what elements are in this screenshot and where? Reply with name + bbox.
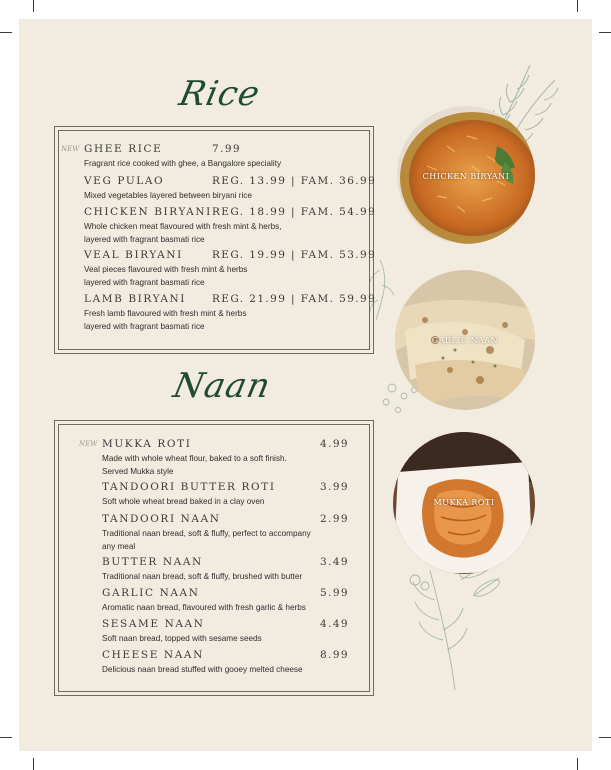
menu-item-description: Soft naan bread, topped with sesame seeds [102,634,262,643]
menu-item-description: Traditional naan bread, soft & fluffy, perfect to accompany [102,529,311,538]
menu-item-price: 5.99 [320,587,349,599]
mukka-roti-photo [393,432,535,574]
menu-item-price: REG. 13.99 | FAM. 36.99 [212,175,377,187]
menu-item-name: SESAME NAAN [102,618,205,630]
menu-item-description: Mixed vegetables layered between biryani rice [84,191,252,200]
menu-item-description: Soft whole wheat bread baked in a clay oven [102,497,265,506]
menu-item-description: Traditional naan bread, soft & fluffy, brushed with butter [102,572,303,581]
menu-item-description: layered with fragrant basmati rice [84,278,205,287]
crop-mark [599,737,611,738]
menu-item-description: layered with fragrant basmati rice [84,322,205,331]
menu-item-name: CHICKEN BIRYANI [84,206,212,218]
menu-item-description: Delicious naan bread stuffed with gooey melted cheese [102,665,303,674]
photo-label: CHICKEN BIRYANI [422,172,510,181]
rice-section-title: Rice [175,74,264,114]
crop-mark [599,32,611,33]
menu-item-price: REG. 19.99 | FAM. 53.99 [212,249,377,261]
menu-item-name: VEAL BIRYANI [84,249,183,261]
chicken-biryani-photo [397,106,535,244]
menu-item-price: 8.99 [320,649,349,661]
menu-item-name: CHEESE NAAN [102,649,204,661]
menu-item-name: LAMB BIRYANI [84,293,187,305]
menu-item-description: any meal [102,542,136,551]
photo-label: GARLIC NAAN [431,336,499,345]
crop-mark [0,32,12,33]
new-badge: NEW [61,145,80,153]
menu-item-name: GARLIC NAAN [102,587,200,599]
naan-section-title: Naan [169,366,275,406]
menu-item-name: VEG PULAO [84,175,165,187]
menu-item-price: REG. 18.99 | FAM. 54.99 [212,206,377,218]
garlic-naan-photo [395,270,535,410]
menu-item-price: 4.49 [320,618,349,630]
menu-item-price: 3.99 [320,481,349,493]
menu-item-price: 3.49 [320,556,349,568]
new-badge: NEW [79,440,98,448]
menu-item-price: 2.99 [320,513,349,525]
menu-item-price: 7.99 [212,143,241,155]
menu-item-description: Veal pieces flavoured with fresh mint & herbs [84,265,248,274]
photo-label: MUKKA ROTI [433,498,495,507]
menu-item-price: REG. 21.99 | FAM. 59.99 [212,293,377,305]
crop-mark [577,0,578,12]
menu-item-description: Served Mukka style [102,467,174,476]
menu-item-description: Aromatic naan bread, flavoured with fresh garlic & herbs [102,603,306,612]
menu-item-description: Fragrant rice cooked with ghee, a Bangalore speciality [84,159,282,168]
menu-item-description: Fresh lamb flavoured with fresh mint & herbs [84,309,247,318]
crop-mark [577,758,578,770]
menu-item-description: Whole chicken meat flavoured with fresh mint & herbs, [84,222,282,231]
crop-mark [0,737,12,738]
crop-mark [33,0,34,12]
menu-item-description: layered with fragrant basmati rice [84,235,205,244]
menu-item-name: MUKKA ROTI [102,438,192,450]
menu-item-name: GHEE RICE [84,143,163,155]
menu-item-price: 4.99 [320,438,349,450]
menu-item-description: Made with whole wheat flour, baked to a soft finish. [102,454,287,463]
menu-item-name: TANDOORI BUTTER ROTI [102,481,276,493]
menu-item-name: BUTTER NAAN [102,556,203,568]
menu-item-name: TANDOORI NAAN [102,513,221,525]
crop-mark [33,758,34,770]
